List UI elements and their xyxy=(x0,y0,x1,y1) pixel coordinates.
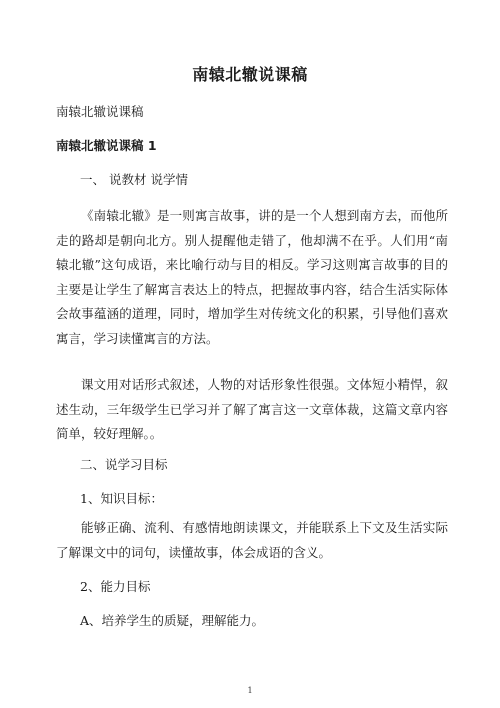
document-subtitle: 南辕北辙说课稿 xyxy=(56,104,144,119)
paragraph-fable-intro: 《南辕北辙》是一则寓言故事，讲的是一个人想到南方去，而他所走的路却是朝向北方。别人提醒他走错了，他却满不在乎。人们用“南辕北辙”这句成语，来比喻行动与目的相反。学习这则寓言故事的目的主要是让学生了解寓言表达上的特点，把握故事内容，结合生活实际体会故事蕴涵的道理，同时，增加学生对传统文化的积累，引导他们喜欢寓言，学习读懂寓言的方法。 xyxy=(56,208,448,346)
heading-ability-goal: 2、能力目标 xyxy=(80,579,151,594)
heading-teaching-material: 一、 说教材 说学情 xyxy=(80,172,188,187)
page-number: 1 xyxy=(247,686,253,695)
document-title: 南辕北辙说课稿 xyxy=(192,65,308,84)
paragraph-knowledge-goal: 能够正确、流利、有感情地朗读课文，并能联系上下文及生活实际了解课文中的词句，读懂故事，体会成语的含义。 xyxy=(56,520,448,560)
heading-learning-goals: 二、说学习目标 xyxy=(80,457,168,472)
ability-goal-item-a: A、培养学生的质疑，理解能力。 xyxy=(80,613,265,628)
section-heading: 南辕北辙说课稿 1 xyxy=(56,138,157,153)
paragraph-text-style: 课文用对话形式叙述，人物的对话形象性很强。文体短小精悍，叙述生动，三年级学生已学习并了解了寓言这一文章体裁，这篇文章内容简单，较好理解。。 xyxy=(56,377,448,442)
heading-knowledge-goal: 1、知识目标： xyxy=(80,491,163,506)
